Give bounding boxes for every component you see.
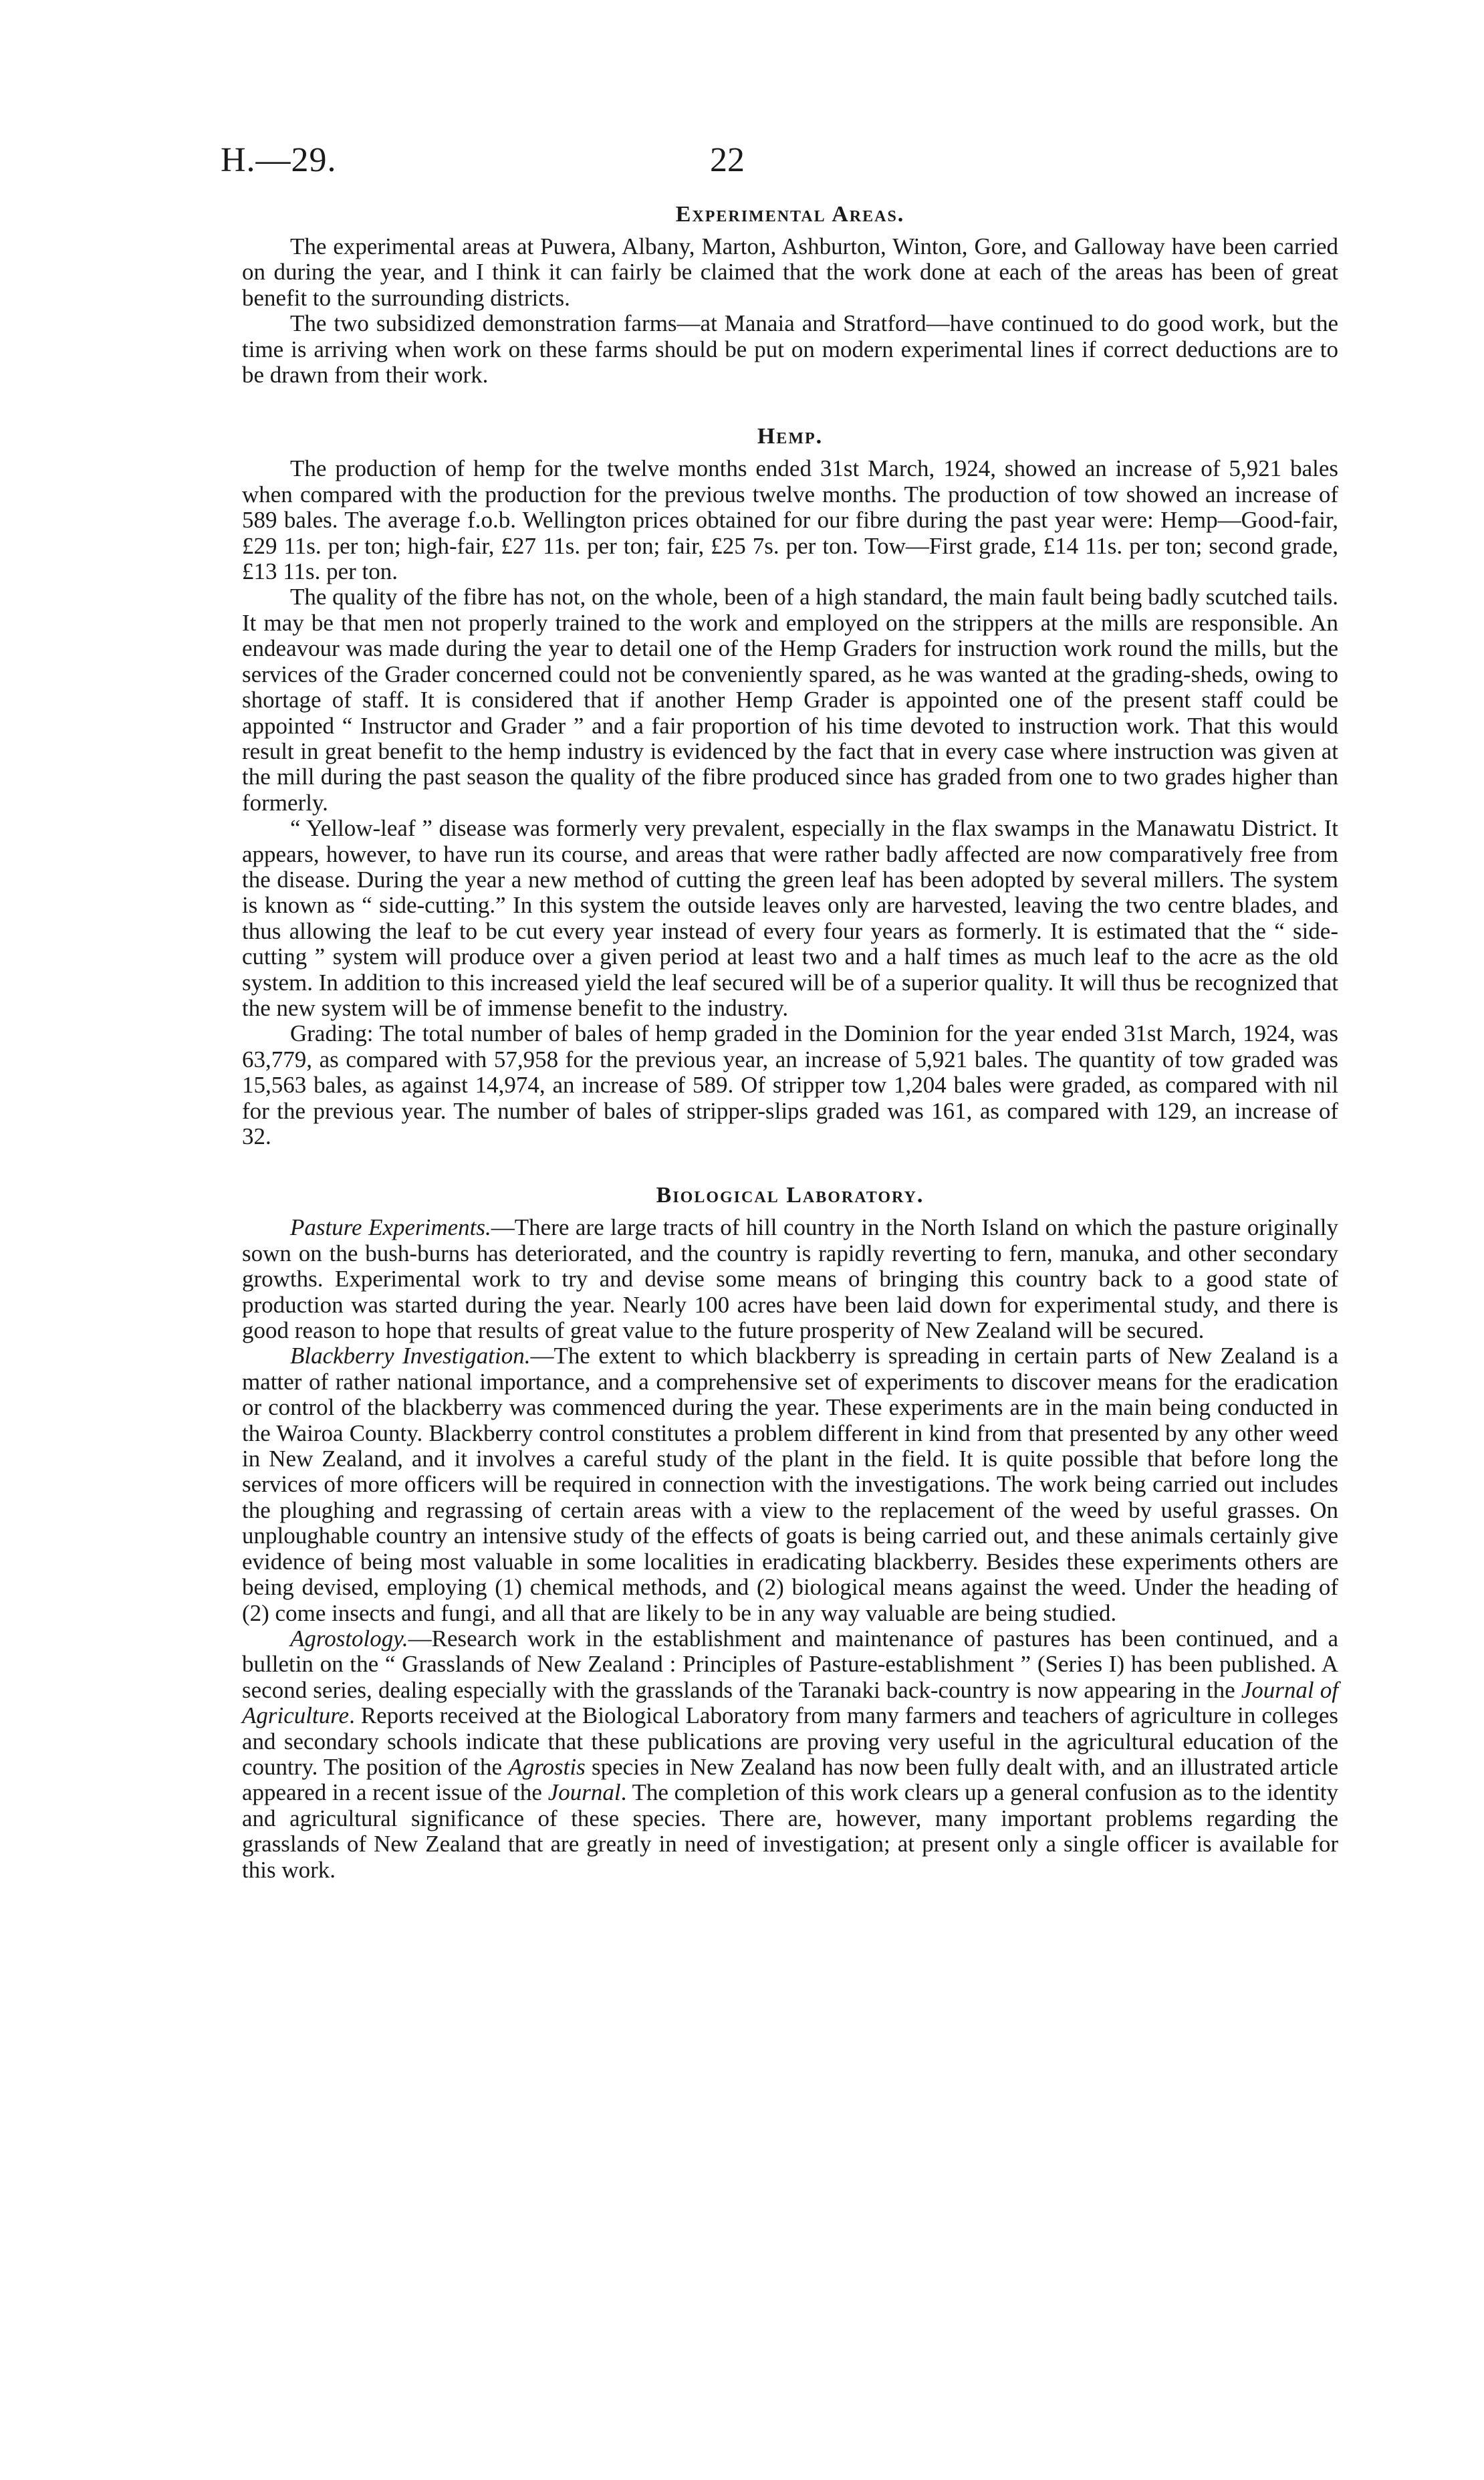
section-heading: Hemp. <box>757 424 824 449</box>
spacer <box>242 1149 1338 1180</box>
paragraph-text: species in New Zealand has now been fully dealt with, and an illustrated article appeared in a recent issue of the <box>242 1753 1338 1806</box>
paragraph-pasture-experiments <box>242 1215 1338 1343</box>
paragraph-agrostology <box>242 1626 1338 1883</box>
paragraph: The two subsidized demonstration farms—at Manaia and Stratford—have continued to do good work, but the time is arriving when work on these farms should be put on modern experimental lines if correct deductions are to be drawn from their work. <box>242 310 1338 388</box>
paragraph: The quality of the fibre has not, on the whole, been of a high standard, the main fault being badly scutched tails. It may be that men not properly trained to the work and employed on the strippers at the mills are responsible. An endeavour was made during the year to detail one of the Hemp Graders for instruction work round the mills, but the services of the Grader concerned could not be conveniently spared, as he was wanted at the grading-sheds, owing to shortage of staff. It is considered that if another Hemp Grader is appointed one of the present staff could be appointed “ Instructor and Grader ” and a fair proportion of his time devoted to instruction work. That this would result in great benefit to the hemp industry is evidenced by the fact that in every case where instruction was given at the mill during the past season the quality of the fibre produced since has graded from one to two grades higher than formerly. <box>242 584 1338 816</box>
section-heading: Biological Laboratory. <box>656 1183 924 1208</box>
journal-title: Journal of Agriculture <box>242 1676 1338 1729</box>
section-biological-laboratory <box>242 1180 1338 1883</box>
section-experimental-areas <box>242 199 1338 388</box>
paragraph-text: . The completion of this work clears up a general confusion as to the identity and agricultural significance of these species. There are, however, many important problems regarding the grasslands of New Zealand that are greatly in need of investigation; at present only a single officer is available for this work. <box>242 1779 1338 1883</box>
paragraph: The experimental areas at Puwera, Albany, Marton, Ashburton, Winton, Gore, and Galloway have been carried on during the year, and I think it can fairly be claimed that the work done at each of the areas has been of great benefit to the surrounding districts. <box>242 233 1338 311</box>
section-heading: Experimental Areas. <box>675 202 905 227</box>
paragraph-text: . Reports received at the Biological Laboratory from many farmers and teachers of agriculture in colleges and secondary schools indicate that these publications are proving very useful in the agricultural education of the country. The position of the <box>242 1702 1338 1780</box>
page-content <box>242 199 1338 1883</box>
page-header <box>0 140 1484 187</box>
paragraph-blackberry-investigation <box>242 1343 1338 1625</box>
paragraph: The production of hemp for the twelve months ended 31st March, 1924, showed an increase of 5,921 bales when compared with the production for the previous twelve months. The production of tow showed an increase of 589 bales. The average f.o.b. Wellington prices obtained for our fibre during the past year were: Hemp—Good-fair, £29 11s. per ton; high-fair, £27 11s. per ton; fair, £25 7s. per ton. Tow—First grade, £14 11s. per ton; second grade, £13 11s. per ton. <box>242 455 1338 585</box>
paragraph-text: —There are large tracts of hill country in the North Island on which the pasture originally sown on the bush-burns has deteriorated, and the country is rapidly reverting to fern, manuka, and other secondary growths. Experimental work to try and devise some means of bringing this country back to a good state of production was started during the year. Nearly 100 acres have been laid down for experimental study, and there is good reason to hope that results of great value to the future prosperity of New Zealand will be secured. <box>242 1214 1338 1344</box>
spacer <box>242 388 1338 421</box>
paragraph-text: —The extent to which blackberry is spreading in certain parts of New Zealand is a matter of rather national importance, and a comprehensive set of experiments to discover means for the eradication or control of the blackberry was commenced during the year. These experiments are in the main being conducted in the Wairoa County. Blackberry control constitutes a problem different in kind from that presented by any other weed in New Zealand, and it involves a careful study of the plant in the field. It is quite possible that before long the services of more officers will be required in connection with the investigations. The work being carried out includes the ploughing and regrassing of certain areas with a view to the replacement of the weed by useful grasses. On unploughable country an intensive study of the effects of goats is being carried out, and these animals certainly give evidence of being most valuable in some localities in eradicating blackberry. Besides these experiments others are being devised, employing (1) chemical methods, and (2) biological means against the weed. Under the heading of (2) come insects and fungi, and all that are likely to be in any way valuable are being studied. <box>242 1343 1338 1626</box>
paragraph: Grading: The total number of bales of hemp graded in the Dominion for the year ended 31st March, 1924, was 63,779, as compared with 57,958 for the previous year, an increase of 5,921 bales. The quantity of tow graded was 15,563 bales, as against 14,974, an increase of 589. Of stripper tow 1,204 bales were graded, as compared with nil for the previous year. The number of bales of stripper-slips graded was 161, as compared with 129, an increase of 32. <box>242 1020 1338 1149</box>
document-reference: H.—29. <box>221 141 337 179</box>
paragraph: “ Yellow-leaf ” disease was formerly very prevalent, especially in the flax swamps in the Manawatu District. It appears, however, to have run its course, and areas that were rather badly affected are now comparatively free from the disease. During the year a new method of cutting the green leaf has been adopted by several millers. The system is known as “ side-cutting.” In this system the outside leaves only are harvested, leaving the two centre blades, and thus allowing the leaf to be cut every year instead of every four years as formerly. It is estimated that the “ side-cutting ” system will produce over a given period at least two and a half times as much leaf to the acre as the old system. In addition to this increased yield the leaf secured will be of a superior quality. It will thus be recognized that the new system will be of immense benefit to the industry. <box>242 815 1338 1021</box>
paragraph-text: —Research work in the establishment and maintenance of pastures has been continued, and a bulletin on the “ Grasslands of New Zealand : Principles of Pasture-establishment ” (Series I) has been published. A second series, dealing especially with the grasslands of the Taranaki back-country is now appearing in the <box>242 1625 1338 1703</box>
journal-title: Journal <box>547 1779 621 1806</box>
page-number: 22 <box>710 141 745 179</box>
paragraph-lead: Agrostology. <box>290 1625 408 1652</box>
paragraph-lead: Pasture Experiments. <box>290 1214 491 1241</box>
section-hemp <box>242 421 1338 1149</box>
genus-name: Agrostis <box>508 1753 586 1780</box>
paragraph-lead: Blackberry Investigation. <box>290 1343 531 1369</box>
